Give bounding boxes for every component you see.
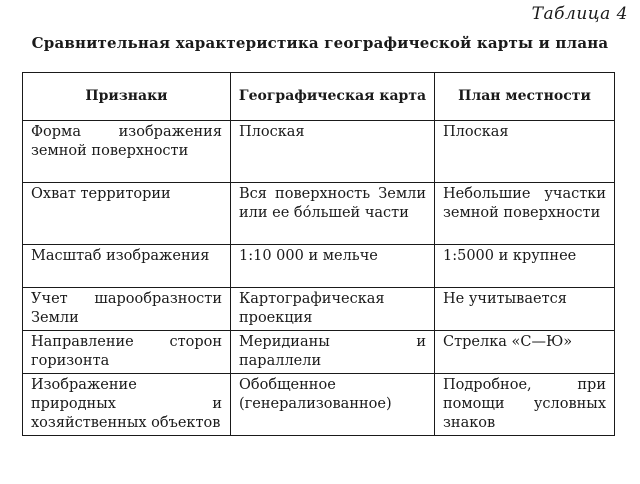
table-row — [23, 374, 615, 436]
feature-cell: Изображение природных и хозяйственных объектов — [23, 374, 231, 436]
plan-cell: Плоская — [435, 121, 615, 183]
table-row — [23, 183, 615, 245]
plan-cell: Небольшие участки земной поверхности — [435, 183, 615, 245]
map-cell: Меридианы и параллели — [231, 331, 435, 374]
feature-cell: Форма изображения земной поверхности — [23, 121, 231, 183]
feature-cell: Охват территории — [23, 183, 231, 245]
header-row — [23, 73, 615, 121]
plan-cell: 1:5000 и крупнее — [435, 245, 615, 288]
table-title: Сравнительная характеристика географической карты и плана — [31, 34, 609, 52]
plan-cell: Подробное, при помощи условных знаков — [435, 374, 615, 436]
table-row — [23, 121, 615, 183]
map-cell: Плоская — [231, 121, 435, 183]
feature-cell: Масштаб изображения — [23, 245, 231, 288]
table-row — [23, 288, 615, 331]
header-cell-features: Признаки — [23, 73, 231, 121]
table-number: Таблица 4 — [531, 4, 628, 24]
feature-cell: Учет шарообразности Земли — [23, 288, 231, 331]
header-cell-geo-map: Географическая карта — [231, 73, 435, 121]
map-cell: Вся поверхность Земли или ее бо́льшей части — [231, 183, 435, 245]
map-cell: Картографическая проекция — [231, 288, 435, 331]
header-cell-terrain-plan: План местности — [435, 73, 615, 121]
table-row — [23, 331, 615, 374]
plan-cell: Не учитывается — [435, 288, 615, 331]
map-cell: 1:10 000 и мельче — [231, 245, 435, 288]
comparison-table — [22, 72, 615, 436]
feature-cell: Направление сторон горизонта — [23, 331, 231, 374]
table-row — [23, 245, 615, 288]
map-cell: Обобщенное (генерализованное) — [231, 374, 435, 436]
plan-cell: Стрелка «С—Ю» — [435, 331, 615, 374]
